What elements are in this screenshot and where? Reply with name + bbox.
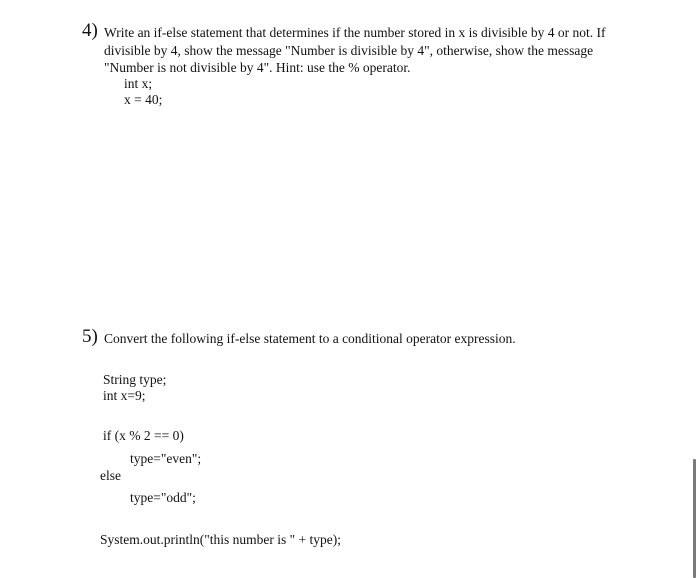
question-4-text-line-2: divisible by 4, show the message "Number is divisible by 4", otherwise, show the message xyxy=(104,43,594,58)
question-5-else-body: type="odd"; xyxy=(130,490,196,505)
question-5-print-line: System.out.println("this number is " + type); xyxy=(100,532,341,547)
question-5-then-body: type="even"; xyxy=(130,451,202,466)
question-5-if-line: if (x % 2 == 0) xyxy=(103,428,184,443)
question-4-text-line-3: "Number is not divisible by 4". Hint: use the % operator. xyxy=(104,60,411,75)
question-4-code-line-2: x = 40; xyxy=(124,92,163,107)
question-5-declaration-1: String type; xyxy=(103,372,167,387)
vertical-scrollbar[interactable] xyxy=(693,459,696,578)
question-4-code-line-1: int x; xyxy=(124,76,153,91)
question-5-else-keyword: else xyxy=(100,468,121,483)
question-4-number: 4) xyxy=(82,20,98,41)
question-5-number: 5) xyxy=(82,326,98,347)
question-5-prompt: Convert the following if-else statement to a conditional operator expression. xyxy=(104,331,516,346)
question-5-declaration-2: int x=9; xyxy=(103,388,146,403)
question-4-text-line-1: Write an if-else statement that determines if the number stored in x is divisible by 4 or not. If xyxy=(104,25,606,40)
